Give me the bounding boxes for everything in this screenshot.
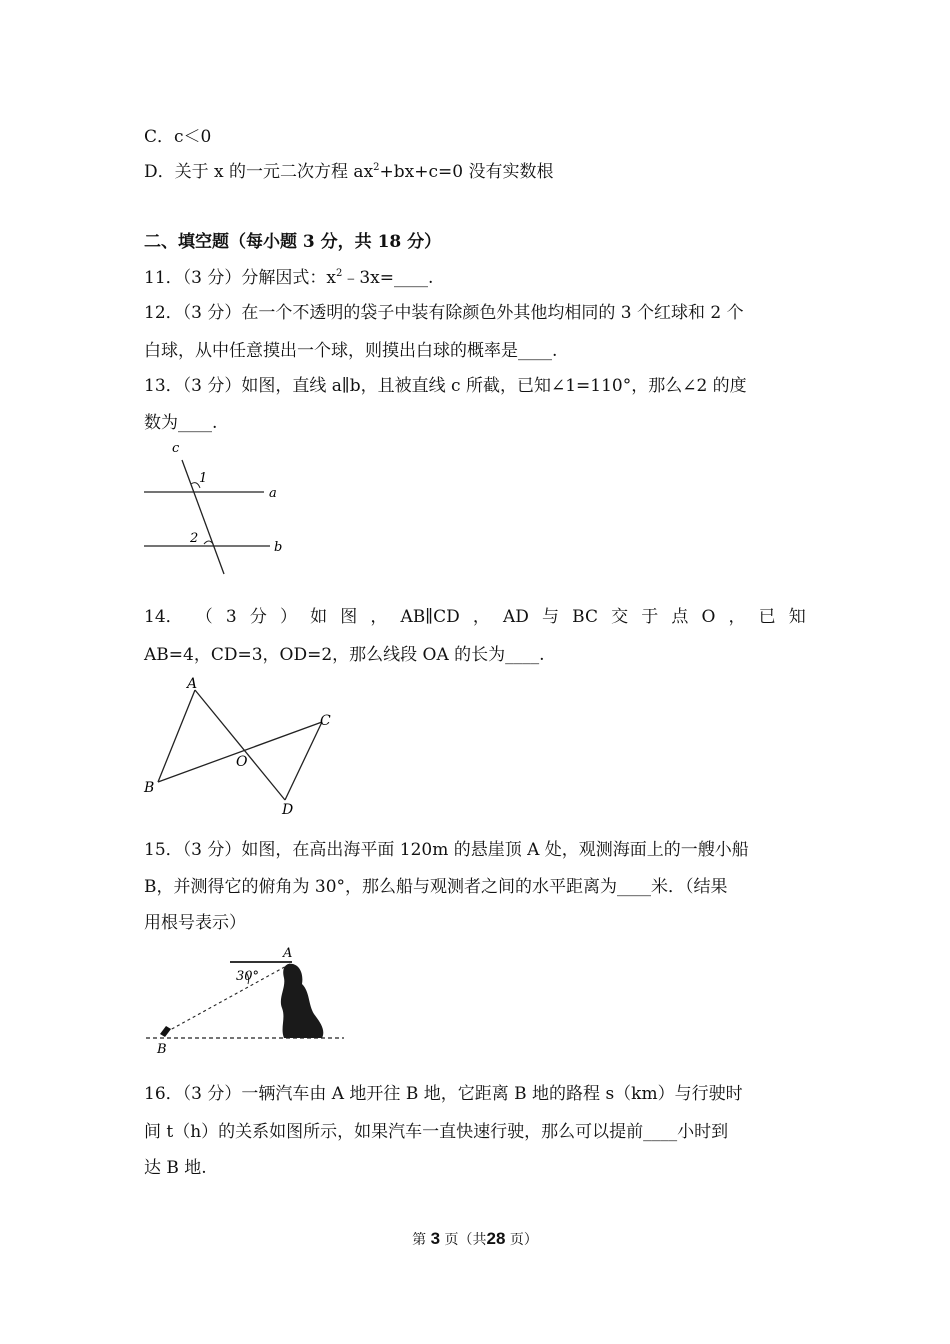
label-O: O [236, 754, 248, 770]
q14-line1-part: 已 [758, 607, 776, 627]
q11-pre: 11．（3 分）分解因式：x [144, 268, 336, 288]
q11-post: ﹣3x=____. [342, 268, 434, 288]
label-A: A [283, 946, 293, 961]
question-12-line-2: 白球，从中任意摸出一个球，则摸出白球的概率是____. [144, 341, 558, 361]
section-title: 二、填空题（每小题 3 分，共 18 分） [144, 232, 442, 252]
option-c: C．c＜0 [144, 127, 212, 147]
q14-line1-part: ） [279, 607, 297, 627]
label-B: B [157, 1042, 167, 1057]
q14-line1-part: AB∥CD [400, 607, 460, 627]
q11-sup: 2 [335, 268, 343, 279]
label-angle-1: 1 [199, 471, 208, 486]
q14-line1-part: BC [572, 607, 598, 627]
label-B: B [144, 780, 155, 796]
segment-ab [158, 690, 195, 782]
footer-total-pages: 28 [486, 1229, 506, 1248]
q14-line1-part: 3 [225, 607, 237, 627]
parallel-lines-figure [140, 438, 290, 578]
label-angle-2: 2 [190, 531, 199, 546]
cliff-shape [281, 964, 323, 1038]
option-d-post: +bx+c=0 没有实数根 [379, 162, 554, 182]
q14-line1-part: ， [728, 607, 746, 627]
option-d-pre: D．关于 x 的一元二次方程 ax [144, 162, 374, 182]
footer-mid: 页（共 [444, 1232, 487, 1248]
question-14-line-1 [144, 606, 806, 628]
q14-line1-part: AD [502, 607, 529, 627]
label-A: A [187, 676, 198, 692]
label-angle: 30° [236, 969, 260, 984]
q14-line1-part: 点 [671, 607, 689, 627]
q14-line1-part: （ [195, 607, 213, 627]
question-11 [144, 267, 433, 289]
question-15-line-3: 用根号表示） [144, 913, 246, 933]
footer-post: 页） [509, 1232, 538, 1248]
label-C: C [320, 713, 331, 729]
q14-line1-part: 交 [611, 607, 629, 627]
q14-line1-part: 14． [144, 607, 183, 627]
question-15-line-1: 15．（3 分）如图，在高出海平面 120m 的悬崖顶 A 处，观测海面上的一艘小船 [144, 840, 749, 860]
q14-line1-part: ， [472, 607, 490, 627]
label-c: c [172, 441, 180, 456]
intersecting-segments-figure [140, 672, 350, 817]
q14-line1-part: ， [370, 607, 388, 627]
question-12-line-1: 12．（3 分）在一个不透明的袋子中装有除颜色外其他均相同的 3 个红球和 2 个 [144, 303, 744, 323]
q14-line1-part: O [701, 607, 716, 627]
q14-line1-part: 知 [788, 607, 806, 627]
segment-ad [195, 690, 285, 800]
question-13-line-1: 13．（3 分）如图，直线 a∥b，且被直线 c 所截，已知∠1=110°，那么∠2 的度 [144, 376, 747, 396]
cliff-figure [140, 942, 350, 1057]
q14-line1-part: 图 [340, 607, 358, 627]
q14-line1-part: 于 [641, 607, 659, 627]
q14-line1-part: 如 [310, 607, 328, 627]
option-d [144, 161, 553, 183]
question-14-line-2: AB=4，CD=3，OD=2，那么线段 OA 的长为____. [144, 645, 545, 665]
question-15-line-2: B，并测得它的俯角为 30°，那么船与观测者之间的水平距离为____米．（结果 [144, 877, 728, 897]
label-a: a [269, 486, 277, 501]
question-13-line-2: 数为____. [144, 413, 218, 433]
q14-line1-part: 与 [542, 607, 560, 627]
q14-line1-part: 分 [249, 607, 267, 627]
question-16-line-1: 16．（3 分）一辆汽车由 A 地开往 B 地，它距离 B 地的路程 s（km）与行驶时 [144, 1084, 743, 1104]
line-of-sight [170, 964, 290, 1030]
question-16-line-3: 达 B 地. [144, 1158, 207, 1178]
question-16-line-2: 间 t（h）的关系如图所示，如果汽车一直快速行驶，那么可以提前____小时到 [144, 1122, 729, 1142]
label-b: b [274, 540, 283, 555]
option-d-sup: 2 [373, 162, 380, 173]
label-D: D [282, 802, 294, 817]
boat-shape [160, 1026, 171, 1037]
page-footer [0, 1229, 950, 1250]
footer-page-number: 3 [430, 1229, 441, 1248]
footer-pre: 第 [412, 1232, 427, 1248]
